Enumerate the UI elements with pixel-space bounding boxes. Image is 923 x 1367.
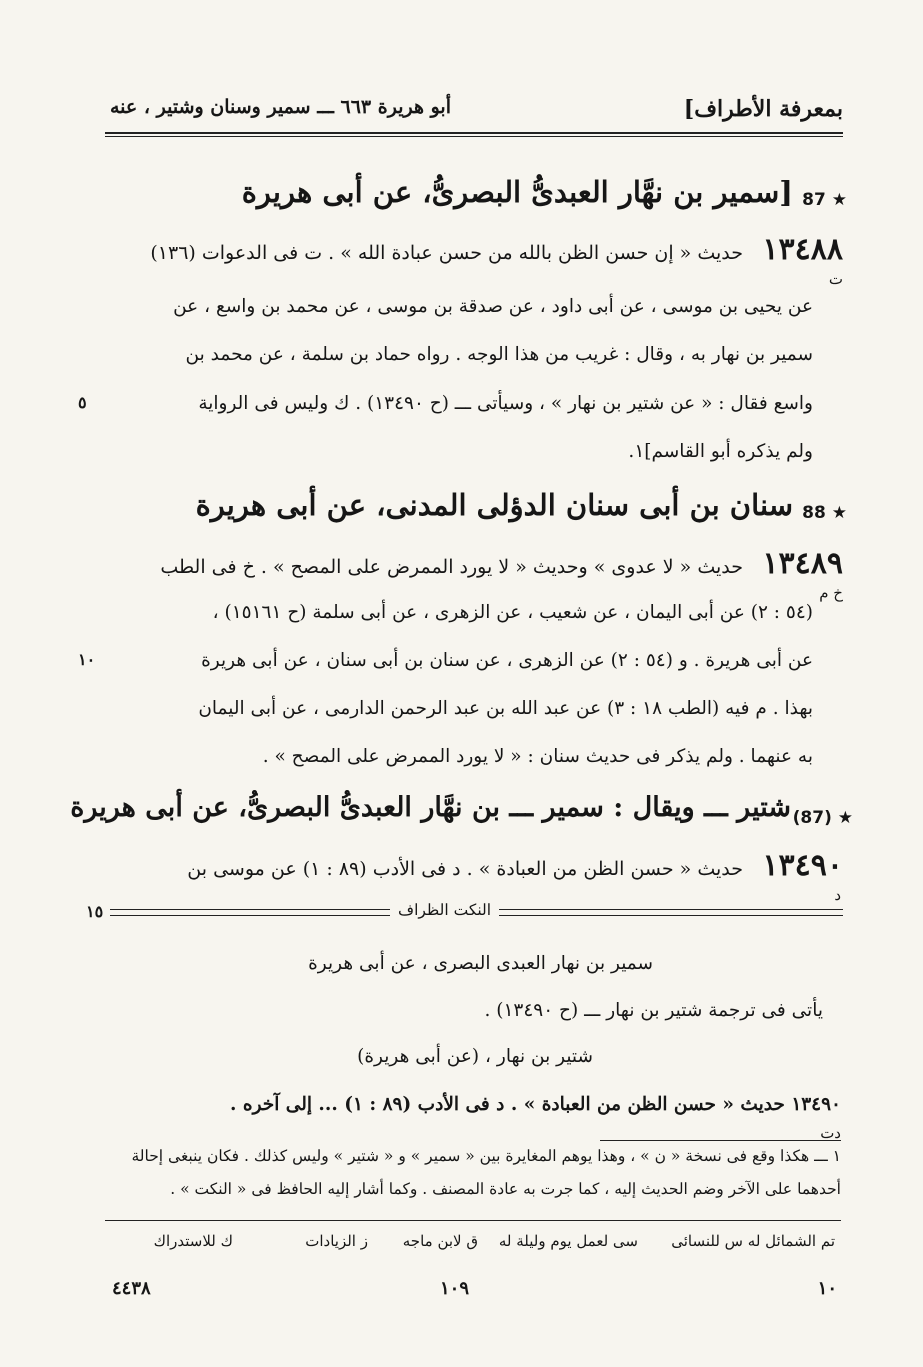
hadith-symbol: ت (828, 270, 843, 288)
hadith-text-line: (٥٤ : ٢) عن أبى اليمان ، عن شعيب ، عن الزهرى ، عن أبى سلمة (ح ١٥١٦١) ، (212, 602, 813, 623)
nukat-banner: النكت الظراف (390, 901, 499, 919)
entry-marker: (87) ★ (792, 808, 853, 828)
legend-item: تم الشمائل له (747, 1232, 835, 1250)
running-header-title: بمعرفة الأطراف] (683, 96, 843, 122)
hadith-symbol: خ م (819, 584, 843, 602)
entry-marker: 88 ★ (802, 503, 847, 523)
footnote-line: ١ ـــ هكذا وقع فى نسخة « ن » ، وهذا يوهم المغايرة بين « سمير » و « شتير » وليس كذلك . فكان ينبغى إحالة (131, 1147, 841, 1165)
hadith-text-line: ولم يذكره أبو القاسم]١. (628, 441, 813, 462)
hadith-symbol: د (834, 886, 841, 904)
entry-heading: [سمير بن نهَّار العبدىُّ البصرىُّ، عن أبى هريرة (241, 175, 793, 209)
entry-heading: شتير ـــ ويقال : سمير ـــ بن نهَّار العبدىُّ البصرىُّ، عن أبى هريرة (70, 792, 791, 823)
page-number: ١٠٩ (440, 1278, 470, 1299)
legend-item: س للنسائى (671, 1232, 743, 1250)
hadith-number: ١٣٤٩٠ (762, 848, 843, 883)
nukat-line: شتير بن نهار ، (عن أبى هريرة) (357, 1046, 593, 1067)
margin-line-number: ٥ (78, 393, 87, 412)
legend-item: ز الزيادات (305, 1232, 368, 1250)
nukat-line: ١٣٤٩٠ حديث « حسن الظن من العبادة » . د فى الأدب (٨٩ : ١) ... إلى آخره . (230, 1094, 841, 1115)
margin-line-number: ١٥ (86, 902, 104, 921)
running-header-subtitle: أبو هريرة ٦٦٣ ـــ سمير وسنان وشتير ، عنه (110, 96, 451, 118)
legend-item: ك للاستدراك (153, 1232, 233, 1250)
hadith-text-line: حديث « إن حسن الظن بالله من حسن عبادة الله » . ت فى الدعوات (١٣٦) (150, 242, 743, 264)
hadith-text-line: عن أبى هريرة . و (٥٤ : ٢) عن الزهرى ، عن سنان بن أبى سنان ، عن أبى هريرة (201, 650, 813, 671)
nukat-line: سمير بن نهار العبدى البصرى ، عن أبى هريرة (308, 953, 653, 974)
legend-rule (105, 1220, 841, 1221)
hadith-text-line: به عنهما . ولم يذكر فى حديث سنان : « لا يورد الممرض على المصح » . (262, 746, 813, 767)
footer-left-number: ٤٤٣٨ (112, 1278, 151, 1299)
hadith-text-line: واسع فقال : « عن شتير بن نهار » ، وسيأتى ـــ (ح ١٣٤٩٠) . ك وليس فى الرواية (198, 393, 813, 414)
hadith-number: ١٣٤٨٨ (762, 232, 843, 267)
header-rule-thin (105, 136, 843, 137)
hadith-text-line: حديث « حسن الظن من العبادة » . د فى الأدب (٨٩ : ١) عن موسى بن (187, 858, 743, 880)
hadith-text-line: حديث « لا عدوى » وحديث « لا يورد الممرض على المصح » . خ فى الطب (160, 556, 743, 578)
margin-line-number: ١٠ (78, 650, 96, 669)
footnote-line: أحدهما على الآخر وضم الحديث إليه ، كما جرت به عادة المصنف . وكما أشار إليه الحافظ فى « النكت » . (170, 1180, 841, 1198)
hadith-number: ١٣٤٨٩ (762, 546, 843, 581)
nukat-symbol: دت (820, 1124, 841, 1142)
entry-heading: سنان بن أبى سنان الدؤلى المدنى، عن أبى هريرة (195, 488, 793, 522)
hadith-text-line: عن يحيى بن موسى ، عن أبى داود ، عن صدقة بن موسى ، عن محمد بن واسع ، عن (173, 296, 813, 317)
hadith-text-line: بهذا . م فيه (الطب ١٨ : ٣) عن عبد الله بن عبد الرحمن الدارمى ، عن أبى اليمان (198, 698, 813, 719)
footer-right-number: ١٠ (817, 1278, 837, 1299)
footnote-rule (600, 1140, 841, 1141)
legend-item: سى لعمل يوم وليلة له (498, 1232, 638, 1250)
hadith-text-line: سمير بن نهار به ، وقال : غريب من هذا الوجه . رواه حماد بن سلمة ، عن محمد بن (185, 344, 813, 365)
nukat-line: يأتى فى ترجمة شتير بن نهار ـــ (ح ١٣٤٩٠) . (484, 1000, 823, 1021)
header-rule (105, 132, 843, 134)
entry-marker: 87 ★ (802, 190, 847, 210)
legend-item: ق لابن ماجه (402, 1232, 478, 1250)
